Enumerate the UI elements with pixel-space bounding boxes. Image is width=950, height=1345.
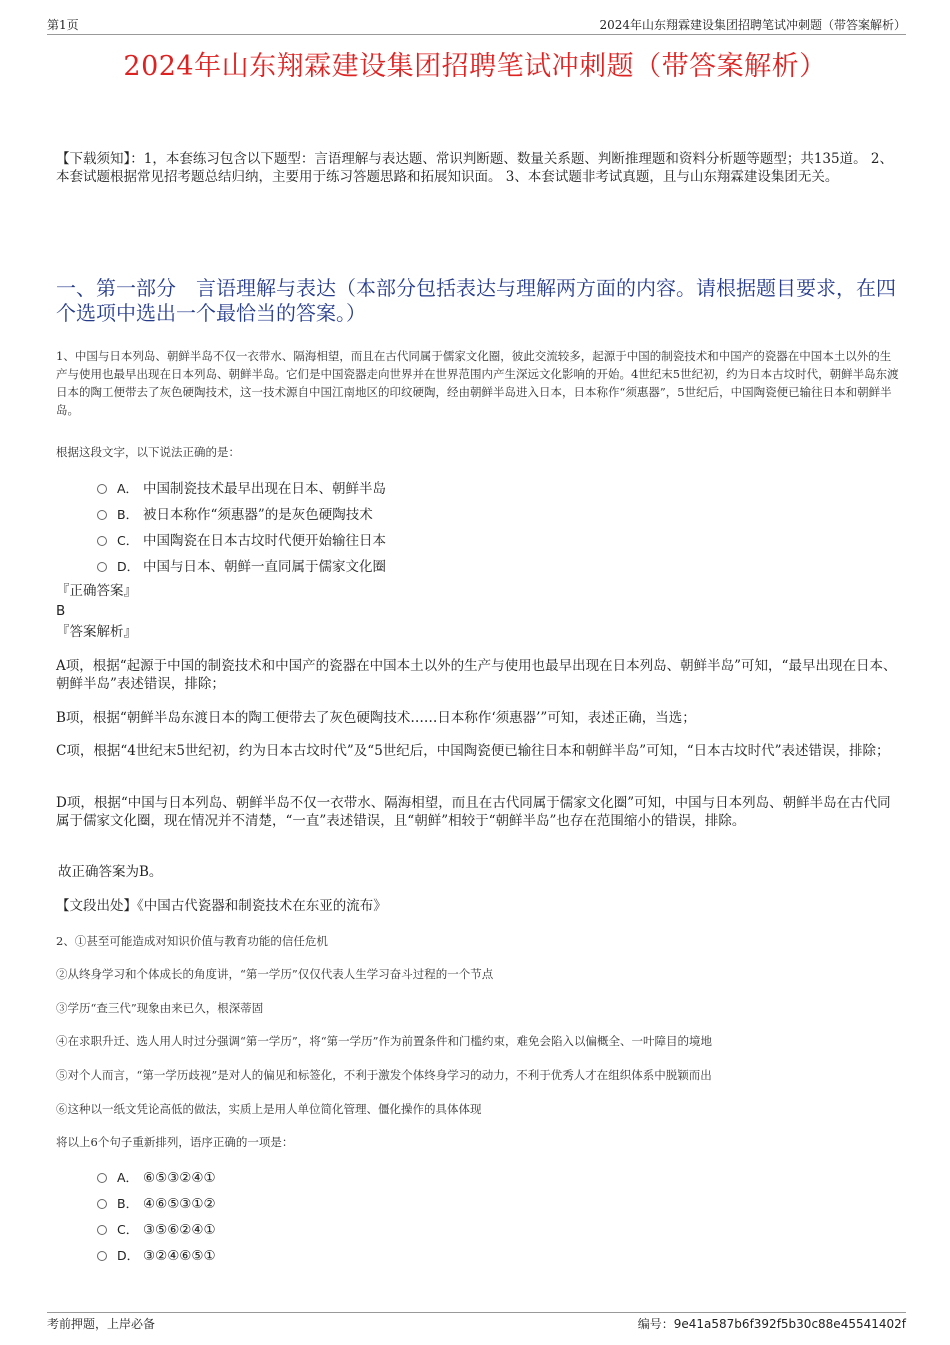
q2-line-5: ⑤对个人而言，“第一学历歧视”是对人的偏见和标签化，不利于激发个体终身学习的动力，不利于优秀人才在组织体系中脱颖而出 xyxy=(56,1068,712,1082)
source-note: 【文段出处】《中国古代瓷器和制瓷技术在东亚的流布》 xyxy=(56,898,387,914)
q2-option-d[interactable]: D． ③②④⑥⑤① xyxy=(97,1246,216,1266)
radio-button[interactable] xyxy=(97,536,107,546)
answer-label: 『正确答案』 xyxy=(56,583,137,599)
q2-line-2: ②从终身学习和个体成长的角度讲，“第一学历”仅仅代表人生学习奋斗过程的一个节点 xyxy=(56,967,494,981)
q2-line-1: 2、①甚至可能造成对知识价值与教育功能的信任危机 xyxy=(56,934,328,948)
q1-option-b[interactable]: B． 被日本称作“须惠器”的是灰色硬陶技术 xyxy=(97,503,373,523)
analysis-b: B项，根据“朝鲜半岛东渡日本的陶工便带去了灰色硬陶技术……日本称作‘须惠器’”可知，表述正确，当选； xyxy=(56,710,696,726)
q2-line-6: ⑥这种以一纸文凭论高低的做法，实质上是用人单位简化管理、僵化操作的具体体现 xyxy=(56,1102,482,1116)
analysis-a: A项，根据“起源于中国的制瓷技术和中国产的瓷器在中国本土以外的生产与使用也最早出现在日本列岛、朝鲜半岛”可知，“最早出现在日本、朝鲜半岛”表述错误，排除； xyxy=(56,658,897,692)
analysis-c: C项，根据“4世纪末5世纪初，约为日本古坟时代”及“5世纪后，中国陶瓷便已输往日本和朝鲜半岛”可知，“日本古坟时代”表述错误，排除； xyxy=(56,743,890,759)
radio-button[interactable] xyxy=(97,484,107,494)
page-title: 2024年山东翔霖建设集团招聘笔试冲刺题（带答案解析） xyxy=(123,51,827,82)
answer-value: B xyxy=(56,603,66,619)
q2-option-c[interactable]: C． ③⑤⑥②④① xyxy=(97,1220,216,1240)
q2-line-4: ④在求职升迁、选人用人时过分强调“第一学历”，将“第一学历”作为前置条件和门槛约束，难免会陷入以偏概全、一叶障目的境地 xyxy=(56,1034,713,1048)
question-1-prompt: 根据这段文字，以下说法正确的是： xyxy=(56,445,240,459)
footer-doc-id: 编号：9e41a587b6f392f5b30c88e45541402f xyxy=(637,1317,906,1331)
header-doc-title: 2024年山东翔霖建设集团招聘笔试冲刺题（带答案解析） xyxy=(599,18,906,32)
radio-button[interactable] xyxy=(97,1251,107,1261)
question-1-text: 1、中国与日本列岛、朝鲜半岛不仅一衣带水、隔海相望，而且在古代同属于儒家文化圈，彼此交流较多，起源于中国的制瓷技术和中国产的瓷器在中国本土以外的生产与使用也最早出现在日本列岛、朝鲜半岛。它们是中国瓷器走向世界并在世界范围内产生深远文化影响的开始。4世纪末5世纪初，约为日本古坟时代，朝鲜半岛东渡日本的陶工便带去了灰色硬陶技术，这一技术源自中国江南地区的印纹硬陶，经由朝鲜半岛进入日本，日本称作“须惠器”，5世纪后，中国陶瓷便已输往日本和朝鲜半岛。 xyxy=(56,349,899,417)
download-notice: 【下载须知】：1，本套练习包含以下题型：言语理解与表达题、常识判断题、数量关系题、判断推理题和资料分析题等题型；共135道。 2、本套试题根据常见招考题总结归纳，主要用于练习答题思路和拓展知识面。 3、本套试题非考试真题，且与山东翔霖建设集团无关。 xyxy=(56,151,893,185)
q2-line-3: ③学历“查三代”现象由来已久，根深蒂固 xyxy=(56,1001,264,1015)
q2-option-a[interactable]: A． ⑥⑤③②④① xyxy=(97,1168,216,1188)
analysis-conclusion: 故正确答案为B。 xyxy=(58,864,163,880)
radio-button[interactable] xyxy=(97,562,107,572)
question-2-prompt: 将以上6个句子重新排列，语序正确的一项是： xyxy=(56,1135,294,1149)
page-footer xyxy=(47,1312,906,1331)
q1-option-a[interactable]: A． 中国制瓷技术最早出现在日本、朝鲜半岛 xyxy=(97,477,386,497)
section-heading: 一、第一部分 言语理解与表达（本部分包括表达与理解两方面的内容。请根据题目要求，在四个选项中选出一个最恰当的答案。） xyxy=(56,276,896,325)
q1-option-d[interactable]: D． 中国与日本、朝鲜一直同属于儒家文化圈 xyxy=(97,555,386,575)
q1-option-c[interactable]: C． 中国陶瓷在日本古坟时代便开始输往日本 xyxy=(97,529,386,549)
q2-option-b[interactable]: B． ④⑥⑤③①② xyxy=(97,1194,216,1214)
page-header xyxy=(47,14,906,35)
footer-slogan: 考前押题，上岸必备 xyxy=(47,1317,156,1331)
radio-button[interactable] xyxy=(97,1225,107,1235)
analysis-d: D项，根据“中国与日本列岛、朝鲜半岛不仅一衣带水、隔海相望，而且在古代同属于儒家文化圈”可知，中国与日本列岛、朝鲜半岛在古代同属于儒家文化圈，现在情况并不清楚，“一直”表述错误，且“朝鲜”相较于“朝鲜半岛”也存在范围缩小的错误，排除。 xyxy=(56,795,891,829)
radio-button[interactable] xyxy=(97,1173,107,1183)
radio-button[interactable] xyxy=(97,1199,107,1209)
page-number: 第1页 xyxy=(47,18,79,32)
analysis-label: 『答案解析』 xyxy=(56,624,137,640)
radio-button[interactable] xyxy=(97,510,107,520)
